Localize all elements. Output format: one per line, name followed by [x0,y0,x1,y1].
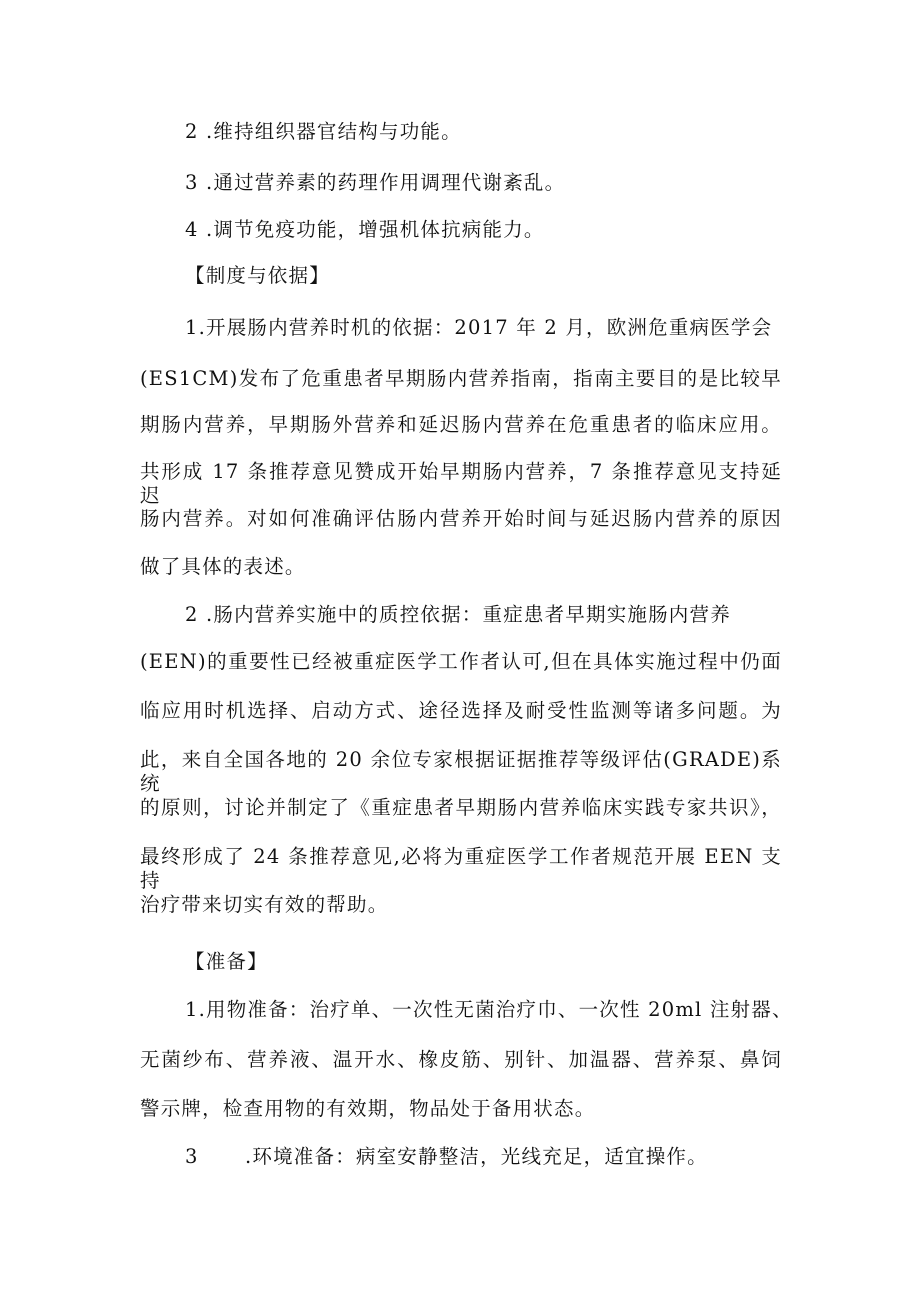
paragraph-line: 无菌纱布、营养液、温开水、橡皮筋、别针、加温器、营养泵、鼻饲 [140,1048,782,1071]
paragraph-line: 此，来自全国各地的 20 余位专家根据证据推荐等级评估(GRADE)系统 [140,748,782,795]
paragraph-line: 的原则，讨论并制定了《重症患者早期肠内营养临床实践专家共识》， [140,796,782,819]
list-item-3: 3 .通过营养素的药理作用调理代谢紊乱。 [185,171,566,194]
section-heading-prep: 【准备】 [185,950,268,973]
paragraph-line: 肠内营养。对如何准确评估肠内营养开始时间与延迟肠内营养的原因 [140,507,782,530]
section-heading-basis: 【制度与依据】 [185,264,330,287]
list-item-4: 4 .调节免疫功能，增强机体抗病能力。 [185,218,545,241]
paragraph-line: 最终形成了 24 条推荐意见,必将为重症医学工作者规范开展 EEN 支持 [140,845,782,892]
paragraph-line: .环境准备：病室安静整洁，光线充足，适宜操作。 [245,1145,708,1168]
list-number-3: 3 [185,1145,199,1168]
paragraph-line: 做了具体的表述。 [140,555,306,578]
paragraph-line: (EEN)的重要性已经被重症医学工作者认可,但在具体实施过程中仍面 [140,650,782,673]
paragraph-line: 1.开展肠内营养时机的依据：2017 年 2 月，欧洲危重病医学会 [185,316,773,339]
paragraph-line: 1.用物准备：治疗单、一次性无菌治疗巾、一次性 20ml 注射器、 [185,998,793,1021]
paragraph-line: 2 .肠内营养实施中的质控依据：重症患者早期实施肠内营养 [185,603,731,626]
list-item-2: 2 .维持组织器官结构与功能。 [185,120,462,143]
paragraph-line: 共形成 17 条推荐意见赞成开始早期肠内营养，7 条推荐意见支持延迟 [140,460,782,507]
paragraph-line: 治疗带来切实有效的帮助。 [140,893,389,916]
paragraph-line: 期肠内营养，早期肠外营养和延迟肠内营养在危重患者的临床应用。 [140,413,782,436]
paragraph-line: 警示牌，检查用物的有效期，物品处于备用状态。 [140,1097,596,1120]
paragraph-line: (ES1CM)发布了危重患者早期肠内营养指南，指南主要目的是比较早 [140,367,782,390]
paragraph-line: 临应用时机选择、启动方式、途径选择及耐受性监测等诸多问题。为 [140,699,782,722]
